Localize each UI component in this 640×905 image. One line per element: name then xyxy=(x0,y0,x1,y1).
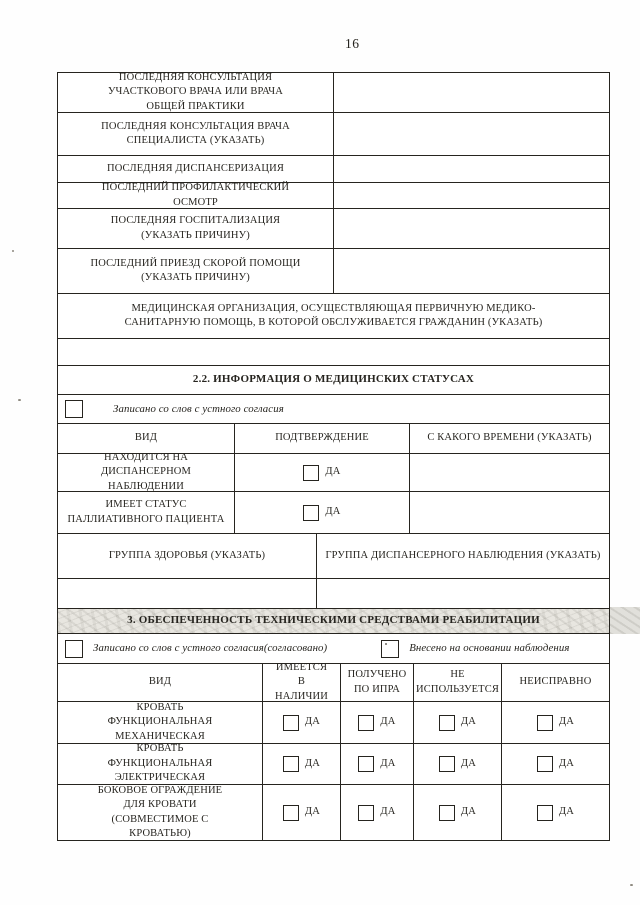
row-label: ИМЕЕТ СТАТУС ПАЛЛИАТИВНОГО ПАЦИЕНТА xyxy=(67,499,225,525)
column-header: С КАКОГО ВРЕМЕНИ (УКАЗАТЬ) xyxy=(409,424,609,453)
confirmation-cell xyxy=(234,454,409,491)
scan-artifact xyxy=(18,399,21,401)
fill-in-cell[interactable] xyxy=(409,454,609,491)
table-row xyxy=(58,743,609,784)
faulty-cell xyxy=(501,702,609,743)
yes-checkbox[interactable] xyxy=(358,805,374,821)
observation-label: Внесено на основании наблюдения xyxy=(409,642,570,655)
table-row xyxy=(58,633,609,663)
scan-artifact xyxy=(610,607,640,634)
yes-label: ДА xyxy=(380,757,396,769)
page-number: 16 xyxy=(345,36,360,51)
fill-in-cell[interactable] xyxy=(409,492,609,533)
row-label: ПОСЛЕДНИЙ ПРИЕЗД СКОРОЙ ПОМОЩИ (УКАЗАТЬ ПРИЧИНУ) xyxy=(90,257,301,283)
org-label: МЕДИЦИНСКАЯ ОРГАНИЗАЦИЯ, ОСУЩЕСТВЛЯЮЩАЯ ПЕРВИЧНУЮ МЕДИКО-САНИТАРНУЮ ПОМОЩЬ, В КОТОРОЙ ОБСЛУЖИВАЕТСЯ ГРАЖДАНИН (УКАЗАТЬ) xyxy=(124,302,543,328)
column-header: НЕ ИСПОЛЬЗУЕТСЯ xyxy=(413,664,501,701)
table-row xyxy=(58,73,609,112)
consent-label: Записано со слов с устного согласия xyxy=(113,402,284,415)
scan-artifact xyxy=(630,884,633,886)
consent-checkbox[interactable] xyxy=(65,640,83,658)
group-health-label: ГРУППА ЗДОРОВЬЯ (УКАЗАТЬ) xyxy=(108,549,266,561)
consent-label: Записано со слов с устного согласия(согласовано) xyxy=(93,642,328,655)
fill-in-cell[interactable] xyxy=(333,183,609,208)
table-row xyxy=(58,338,609,365)
table-row xyxy=(58,608,609,633)
table-header-row xyxy=(58,663,609,701)
not-used-cell xyxy=(413,744,501,784)
table-row xyxy=(58,701,609,743)
not-used-cell xyxy=(413,785,501,840)
yes-label: ДА xyxy=(325,506,341,518)
fill-in-cell[interactable] xyxy=(333,73,609,112)
row-label: ПОСЛЕДНЯЯ ДИСПАНСЕРИЗАЦИЯ xyxy=(106,162,285,174)
observation-checkbox[interactable] xyxy=(381,640,399,658)
yes-checkbox[interactable] xyxy=(439,756,455,772)
org-label-cell xyxy=(58,294,609,338)
fill-in-cell[interactable] xyxy=(316,579,609,608)
row-label: КРОВАТЬ ФУНКЦИОНАЛЬНАЯ МЕХАНИЧЕСКАЯ xyxy=(107,701,213,742)
ipra-cell xyxy=(340,744,413,784)
table-row xyxy=(58,155,609,182)
medical-form-table xyxy=(57,72,610,841)
row-label: КРОВАТЬ ФУНКЦИОНАЛЬНАЯ ЭЛЕКТРИЧЕСКАЯ xyxy=(107,743,213,784)
not-used-cell xyxy=(413,702,501,743)
section-3-title: 3. ОБЕСПЕЧЕННОСТЬ ТЕХНИЧЕСКИМИ СРЕДСТВАМИ РЕАБИЛИТАЦИИ xyxy=(127,614,540,627)
yes-checkbox[interactable] xyxy=(283,756,299,772)
table-row xyxy=(58,578,609,608)
yes-checkbox[interactable] xyxy=(303,505,319,521)
faulty-cell xyxy=(501,785,609,840)
consent-row xyxy=(58,395,609,423)
fill-in-cell[interactable] xyxy=(333,249,609,293)
column-header: НЕИСПРАВНО xyxy=(501,664,609,701)
section-2-2-title: 2.2. ИНФОРМАЦИЯ О МЕДИЦИНСКИХ СТАТУСАХ xyxy=(192,373,475,386)
yes-label: ДА xyxy=(460,757,477,769)
yes-checkbox[interactable] xyxy=(537,805,553,821)
availability-cell xyxy=(262,702,340,743)
table-row xyxy=(58,112,609,155)
consent-checkbox[interactable] xyxy=(65,400,83,418)
yes-label: ДА xyxy=(558,806,575,818)
consent-row xyxy=(58,634,609,663)
table-header-row xyxy=(58,423,609,453)
row-label: ПОСЛЕДНЯЯ КОНСУЛЬТАЦИЯ УЧАСТКОВОГО ВРАЧА ИЛИ ВРАЧА ОБЩЕЙ ПРАКТИКИ xyxy=(107,71,284,112)
availability-cell xyxy=(262,785,340,840)
scan-artifact xyxy=(12,250,14,252)
fill-in-cell[interactable] xyxy=(333,209,609,248)
yes-label: ДА xyxy=(380,716,396,728)
table-row xyxy=(58,293,609,338)
row-label: БОКОВОЕ ОГРАЖДЕНИЕ ДЛЯ КРОВАТИ (СОВМЕСТИМОЕ С КРОВАТЬЮ) xyxy=(97,784,223,839)
table-row xyxy=(58,784,609,840)
yes-checkbox[interactable] xyxy=(537,756,553,772)
table-row xyxy=(58,533,609,578)
row-label: ПОСЛЕДНЯЯ ГОСПИТАЛИЗАЦИЯ (УКАЗАТЬ ПРИЧИНУ) xyxy=(110,215,281,241)
column-header: ВИД xyxy=(148,676,172,688)
yes-label: ДА xyxy=(460,806,477,818)
yes-checkbox[interactable] xyxy=(283,805,299,821)
yes-checkbox[interactable] xyxy=(283,715,299,731)
column-header: ПОЛУЧЕНО ПО ИПРА xyxy=(340,664,413,701)
fill-in-cell[interactable] xyxy=(58,579,316,608)
row-label: ПОСЛЕДНЯЯ КОНСУЛЬТАЦИЯ ВРАЧА СПЕЦИАЛИСТА (УКАЗАТЬ) xyxy=(101,120,290,146)
ipra-cell xyxy=(340,702,413,743)
fill-in-cell[interactable] xyxy=(333,156,609,182)
group-dispensary-label: ГРУППА ДИСПАНСЕРНОГО НАБЛЮДЕНИЯ (УКАЗАТЬ) xyxy=(316,534,609,578)
yes-label: ДА xyxy=(558,716,575,728)
table-row xyxy=(58,453,609,491)
yes-label: ДА xyxy=(325,466,341,478)
yes-checkbox[interactable] xyxy=(439,805,455,821)
yes-checkbox[interactable] xyxy=(439,715,455,731)
column-header: ПОДТВЕРЖДЕНИЕ xyxy=(234,424,409,453)
table-row xyxy=(58,394,609,423)
faulty-cell xyxy=(501,744,609,784)
column-header: ВИД xyxy=(134,432,158,444)
yes-label: ДА xyxy=(460,716,477,728)
row-label: ПОСЛЕДНИЙ ПРОФИЛАКТИЧЕСКИЙ ОСМОТР xyxy=(101,182,290,208)
yes-label: ДА xyxy=(304,757,321,769)
row-label: НАХОДИТСЯ НА ДИСПАНСЕРНОМ НАБЛЮДЕНИИ xyxy=(100,451,192,492)
yes-checkbox[interactable] xyxy=(358,756,374,772)
yes-label: ДА xyxy=(304,716,321,728)
fill-in-cell[interactable] xyxy=(333,113,609,155)
yes-checkbox[interactable] xyxy=(303,465,319,481)
fill-in-cell[interactable] xyxy=(58,339,609,365)
table-row xyxy=(58,248,609,293)
table-row xyxy=(58,365,609,394)
yes-label: ДА xyxy=(380,806,396,818)
yes-checkbox[interactable] xyxy=(358,715,374,731)
table-row xyxy=(58,182,609,208)
table-row xyxy=(58,208,609,248)
table-row xyxy=(58,491,609,533)
availability-cell xyxy=(262,744,340,784)
ipra-cell xyxy=(340,785,413,840)
confirmation-cell xyxy=(234,492,409,533)
yes-label: ДА xyxy=(304,806,321,818)
yes-label: ДА xyxy=(558,757,575,769)
yes-checkbox[interactable] xyxy=(537,715,553,731)
column-header: ИМЕЕТСЯ В НАЛИЧИИ xyxy=(262,664,340,701)
